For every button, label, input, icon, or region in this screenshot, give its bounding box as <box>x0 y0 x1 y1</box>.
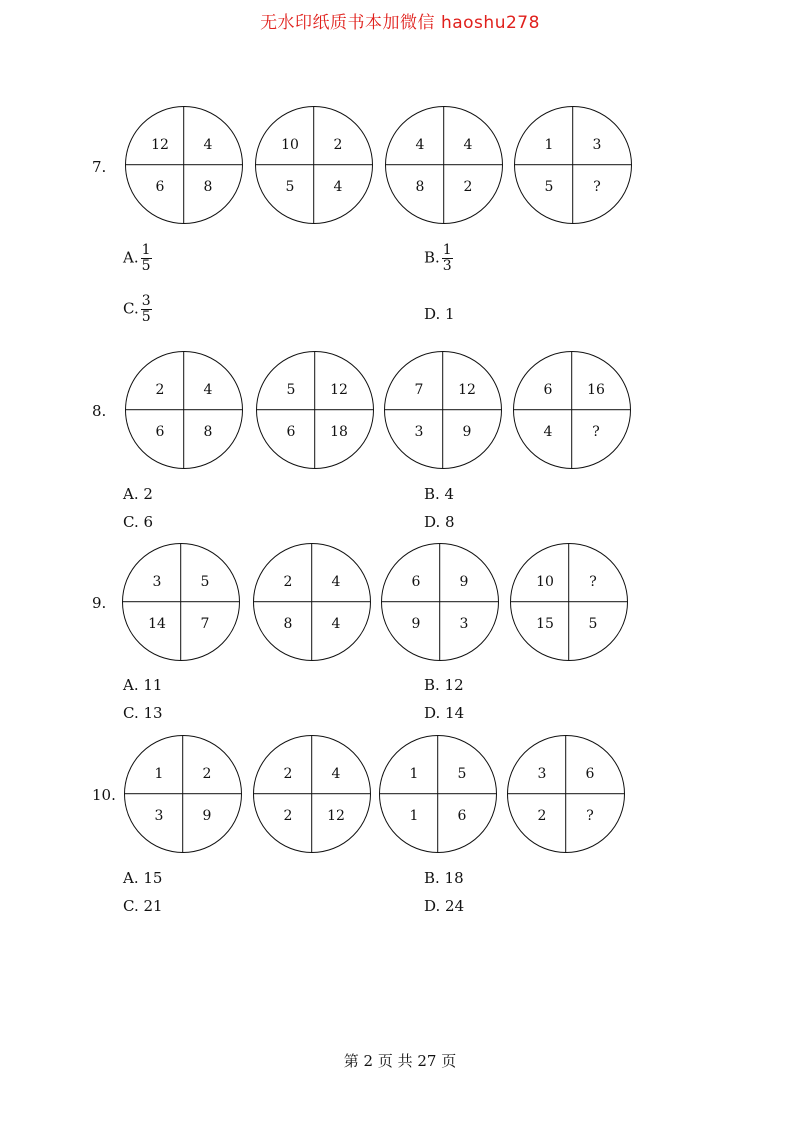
question-number: 10. <box>92 786 116 804</box>
cell-top-left: 12 <box>151 137 169 153</box>
quadrant-circle <box>514 106 632 224</box>
cell-top-left: 7 <box>414 382 424 398</box>
cell-bottom-right: 4 <box>333 179 343 195</box>
cell-top-left: 4 <box>415 137 425 153</box>
cell-bottom-left: 6 <box>286 424 296 440</box>
watermark-text: 无水印纸质书本加微信 haoshu278 <box>260 13 540 33</box>
cell-bottom-right: ? <box>592 424 600 440</box>
option-label: A. <box>123 248 139 267</box>
cell-bottom-right: ? <box>586 808 594 824</box>
cell-bottom-right: 4 <box>331 616 341 632</box>
fraction-numerator: 1 <box>141 242 151 258</box>
cell-top-right: 6 <box>585 766 595 782</box>
quadrant-circle <box>125 351 243 469</box>
fraction-denominator: 5 <box>141 258 151 274</box>
quadrant-circle <box>513 351 631 469</box>
question-number: 7. <box>92 158 107 176</box>
cell-top-right: 4 <box>331 574 341 590</box>
vertical-divider <box>571 352 572 468</box>
cell-bottom-left: 8 <box>415 179 425 195</box>
vertical-divider <box>183 107 184 223</box>
option-d[interactable]: D. 1 <box>424 305 455 323</box>
cell-top-left: 1 <box>154 766 164 782</box>
cell-top-left: 5 <box>286 382 296 398</box>
cell-top-right: 2 <box>333 137 343 153</box>
vertical-divider <box>311 736 312 852</box>
vertical-divider <box>311 544 312 660</box>
quadrant-circle <box>379 735 497 853</box>
cell-bottom-right: 8 <box>203 424 213 440</box>
cell-bottom-left: 8 <box>283 616 293 632</box>
cell-top-right: 12 <box>458 382 476 398</box>
vertical-divider <box>572 107 573 223</box>
vertical-divider <box>565 736 566 852</box>
cell-bottom-right: ? <box>593 179 601 195</box>
cell-top-left: 3 <box>152 574 162 590</box>
option-c[interactable] <box>123 294 152 325</box>
cell-top-right: ? <box>589 574 597 590</box>
cell-top-left: 10 <box>536 574 554 590</box>
cell-bottom-left: 5 <box>285 179 295 195</box>
question-number: 8. <box>92 402 107 420</box>
quadrant-circle <box>255 106 373 224</box>
option-a[interactable]: A. 2 <box>123 485 153 503</box>
option-b[interactable]: B. 12 <box>424 676 464 694</box>
cell-bottom-right: 12 <box>327 808 345 824</box>
cell-top-left: 2 <box>155 382 165 398</box>
option-a[interactable] <box>123 243 152 274</box>
fraction-numerator: 1 <box>442 242 452 258</box>
cell-top-right: 9 <box>459 574 469 590</box>
vertical-divider <box>443 107 444 223</box>
quadrant-circle <box>507 735 625 853</box>
option-c[interactable]: C. 21 <box>123 897 163 915</box>
cell-top-right: 4 <box>203 137 213 153</box>
option-b[interactable]: B. 18 <box>424 869 464 887</box>
cell-bottom-left: 4 <box>543 424 553 440</box>
vertical-divider <box>183 352 184 468</box>
option-d[interactable]: D. 14 <box>424 704 465 722</box>
cell-bottom-left: 3 <box>154 808 164 824</box>
cell-bottom-right: 3 <box>459 616 469 632</box>
option-d[interactable]: D. 8 <box>424 513 455 531</box>
option-b[interactable]: B. 4 <box>424 485 455 503</box>
cell-top-right: 5 <box>457 766 467 782</box>
cell-bottom-left: 2 <box>283 808 293 824</box>
fraction-numerator: 3 <box>141 293 151 309</box>
cell-bottom-left: 1 <box>409 808 419 824</box>
cell-top-right: 12 <box>330 382 348 398</box>
cell-bottom-left: 15 <box>536 616 554 632</box>
cell-bottom-right: 8 <box>203 179 213 195</box>
option-c[interactable]: C. 13 <box>123 704 163 722</box>
cell-bottom-left: 6 <box>155 179 165 195</box>
vertical-divider <box>313 107 314 223</box>
fraction-denominator: 3 <box>442 258 452 274</box>
option-b[interactable] <box>424 243 453 274</box>
quadrant-circle <box>122 543 240 661</box>
cell-bottom-right: 9 <box>462 424 472 440</box>
cell-top-right: 2 <box>202 766 212 782</box>
cell-top-left: 2 <box>283 574 293 590</box>
option-label: B. <box>424 248 440 267</box>
cell-bottom-left: 2 <box>537 808 547 824</box>
vertical-divider <box>442 352 443 468</box>
cell-top-right: 3 <box>592 137 602 153</box>
fraction <box>141 243 152 274</box>
option-label: C. <box>123 299 139 318</box>
cell-top-left: 10 <box>281 137 299 153</box>
cell-bottom-right: 5 <box>588 616 598 632</box>
cell-top-right: 5 <box>200 574 210 590</box>
cell-bottom-right: 18 <box>330 424 348 440</box>
cell-top-right: 16 <box>587 382 605 398</box>
cell-top-right: 4 <box>331 766 341 782</box>
fraction <box>141 294 152 325</box>
option-c[interactable]: C. 6 <box>123 513 154 531</box>
quadrant-circle <box>256 351 374 469</box>
quadrant-circle <box>125 106 243 224</box>
question-number: 9. <box>92 594 107 612</box>
quadrant-circle <box>510 543 628 661</box>
vertical-divider <box>568 544 569 660</box>
cell-top-left: 2 <box>283 766 293 782</box>
cell-bottom-left: 6 <box>155 424 165 440</box>
quadrant-circle <box>385 106 503 224</box>
vertical-divider <box>182 736 183 852</box>
quadrant-circle <box>384 351 502 469</box>
cell-top-left: 6 <box>411 574 421 590</box>
vertical-divider <box>437 736 438 852</box>
option-a[interactable]: A. 15 <box>123 869 163 887</box>
fraction-denominator: 5 <box>141 309 151 325</box>
vertical-divider <box>180 544 181 660</box>
page-footer: 第 2 页 共 27 页 <box>343 1052 457 1070</box>
cell-bottom-left: 9 <box>411 616 421 632</box>
quadrant-circle <box>253 543 371 661</box>
cell-bottom-right: 7 <box>200 616 210 632</box>
option-d[interactable]: D. 24 <box>424 897 465 915</box>
quadrant-circle <box>124 735 242 853</box>
cell-top-left: 3 <box>537 766 547 782</box>
cell-top-left: 1 <box>544 137 554 153</box>
cell-top-left: 1 <box>409 766 419 782</box>
quadrant-circle <box>253 735 371 853</box>
cell-top-right: 4 <box>203 382 213 398</box>
vertical-divider <box>314 352 315 468</box>
cell-bottom-left: 5 <box>544 179 554 195</box>
option-a[interactable]: A. 11 <box>123 676 163 694</box>
cell-bottom-right: 2 <box>463 179 473 195</box>
cell-bottom-right: 9 <box>202 808 212 824</box>
cell-top-left: 6 <box>543 382 553 398</box>
quadrant-circle <box>381 543 499 661</box>
fraction <box>442 243 453 274</box>
cell-top-right: 4 <box>463 137 473 153</box>
cell-bottom-right: 6 <box>457 808 467 824</box>
cell-bottom-left: 3 <box>414 424 424 440</box>
vertical-divider <box>439 544 440 660</box>
cell-bottom-left: 14 <box>148 616 166 632</box>
